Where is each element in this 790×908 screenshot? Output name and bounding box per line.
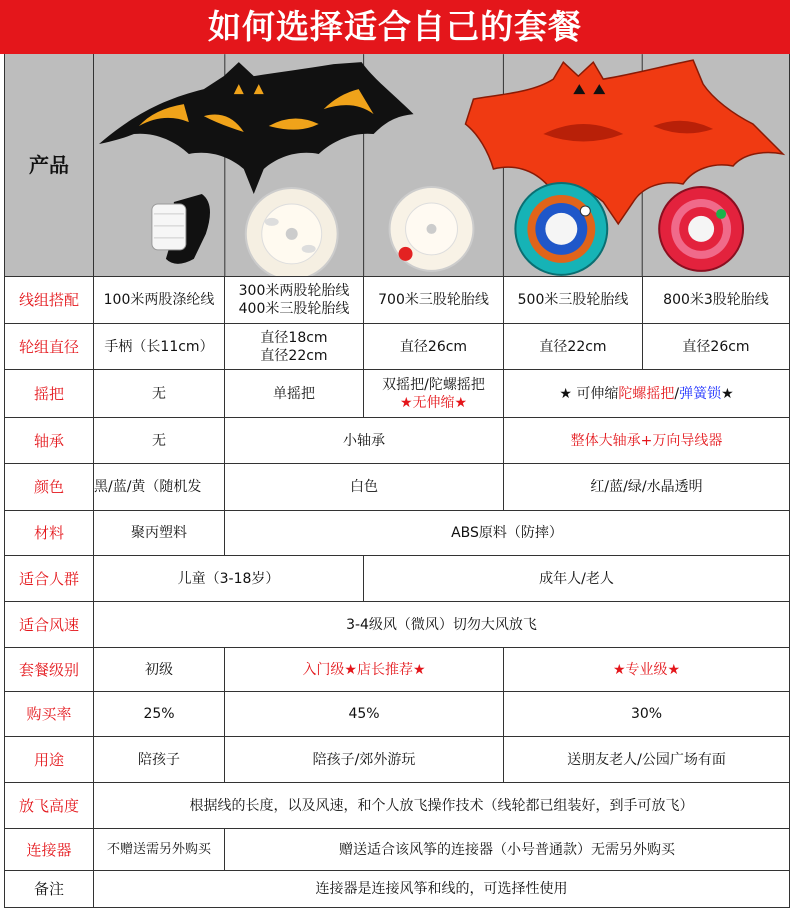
red-reel-icon [659, 186, 743, 270]
row-label-material: 材料 [4, 511, 94, 556]
color-c45: 红/蓝/绿/水晶透明 [504, 464, 790, 511]
color-c1: 黑/蓝/黄（随机发 [94, 464, 225, 511]
handle-c45 [504, 370, 790, 418]
handle-spool-icon [152, 193, 210, 263]
buyrate-c45: 30% [504, 692, 790, 737]
buyrate-c23: 45% [225, 692, 504, 737]
usage-c1: 陪孩子 [94, 737, 225, 783]
line-c2-b: 400米三股轮胎线 [238, 301, 350, 317]
handle-c3-b: ★无伸缩★ [399, 394, 468, 411]
product-images [94, 54, 790, 277]
connector-c25: 赠送适合该风筝的连接器（小号普通款）无需另外购买 [225, 829, 790, 871]
usage-c45: 送朋友老人/公园广场有面 [504, 737, 790, 783]
row-label-color: 颜色 [4, 464, 94, 511]
handle-c45-red: 陀螺摇把 [618, 385, 675, 402]
handle-c1: 无 [94, 370, 225, 418]
row-label-height: 放飞高度 [4, 783, 94, 829]
row-label-buyrate: 购买率 [4, 692, 94, 737]
handle-c2: 单摇把 [225, 370, 364, 418]
line-c5: 800米3股轮胎线 [643, 277, 790, 324]
page-title: 如何选择适合自己的套餐 [0, 0, 790, 54]
reel-c2-b: 直径22cm [260, 347, 328, 364]
crowd-c13: 儿童（3-18岁） [94, 556, 364, 602]
black-bat-kite-icon [99, 62, 414, 194]
row-label-line: 线组搭配 [4, 277, 94, 324]
reel-c5: 直径26cm [643, 324, 790, 370]
material-c25: ABS原料（防摔） [225, 511, 790, 556]
reel-c3: 直径26cm [364, 324, 504, 370]
row-label-bearing: 轴承 [4, 418, 94, 464]
handle-c3 [364, 370, 504, 418]
row-label-handle: 摇把 [4, 370, 94, 418]
wind-c15: 3-4级风（微风）切勿大风放飞 [94, 602, 790, 648]
level-c45: ★专业级★ [504, 648, 790, 692]
handle-c45-post: ★ [721, 385, 734, 402]
reel-c1: 手柄（长11cm） [94, 324, 225, 370]
line-c2-a: 300米两股轮胎线 [238, 283, 350, 299]
reel-c2 [225, 324, 364, 370]
height-c15: 根据线的长度，以及风速，和个人放飞操作技术（线轮都已组装好，到手可放飞） [94, 783, 790, 829]
bearing-c23: 小轴承 [225, 418, 504, 464]
connector-c1: 不赠送需另外购买 [94, 829, 225, 871]
comparison-table [4, 54, 790, 908]
white-reel-icon [246, 187, 338, 276]
line-c3: 700米三股轮胎线 [364, 277, 504, 324]
bearing-c1: 无 [94, 418, 225, 464]
line-c1: 100米两股涤纶线 [94, 277, 225, 324]
crowd-c35: 成年人/老人 [364, 556, 790, 602]
reel-c2-a: 直径18cm [260, 329, 328, 346]
row-label-connector: 连接器 [4, 829, 94, 871]
teal-reel-icon [515, 182, 607, 274]
bearing-c45: 整体大轴承+万向导线器 [504, 418, 790, 464]
remark-c15: 连接器是连接风筝和线的，可选择性使用 [94, 871, 790, 908]
handle-c45-pre: ★ 可伸缩 [559, 385, 619, 402]
line-c2 [225, 277, 364, 324]
handle-c45-blue: 弹簧锁 [679, 385, 722, 402]
row-label-usage: 用途 [4, 737, 94, 783]
line-c4: 500米三股轮胎线 [504, 277, 643, 324]
level-c1: 初级 [94, 648, 225, 692]
material-c1: 聚丙塑料 [94, 511, 225, 556]
buyrate-c1: 25% [94, 692, 225, 737]
reel-c4: 直径22cm [504, 324, 643, 370]
row-label-level: 套餐级别 [4, 648, 94, 692]
handle-c3-a: 双摇把/陀螺摇把 [382, 376, 485, 393]
row-label-reel: 轮组直径 [4, 324, 94, 370]
white-reel-red-knob-icon [390, 186, 474, 270]
row-label-crowd: 适合人群 [4, 556, 94, 602]
color-c23: 白色 [225, 464, 504, 511]
handle-c45-slash: / [674, 385, 680, 402]
row-label-remark: 备注 [4, 871, 94, 908]
usage-c23: 陪孩子/郊外游玩 [225, 737, 504, 783]
level-c23: 入门级★店长推荐★ [225, 648, 504, 692]
row-label-wind: 适合风速 [4, 602, 94, 648]
row-label-product: 产品 [4, 54, 94, 277]
red-bat-kite-icon [465, 60, 783, 224]
